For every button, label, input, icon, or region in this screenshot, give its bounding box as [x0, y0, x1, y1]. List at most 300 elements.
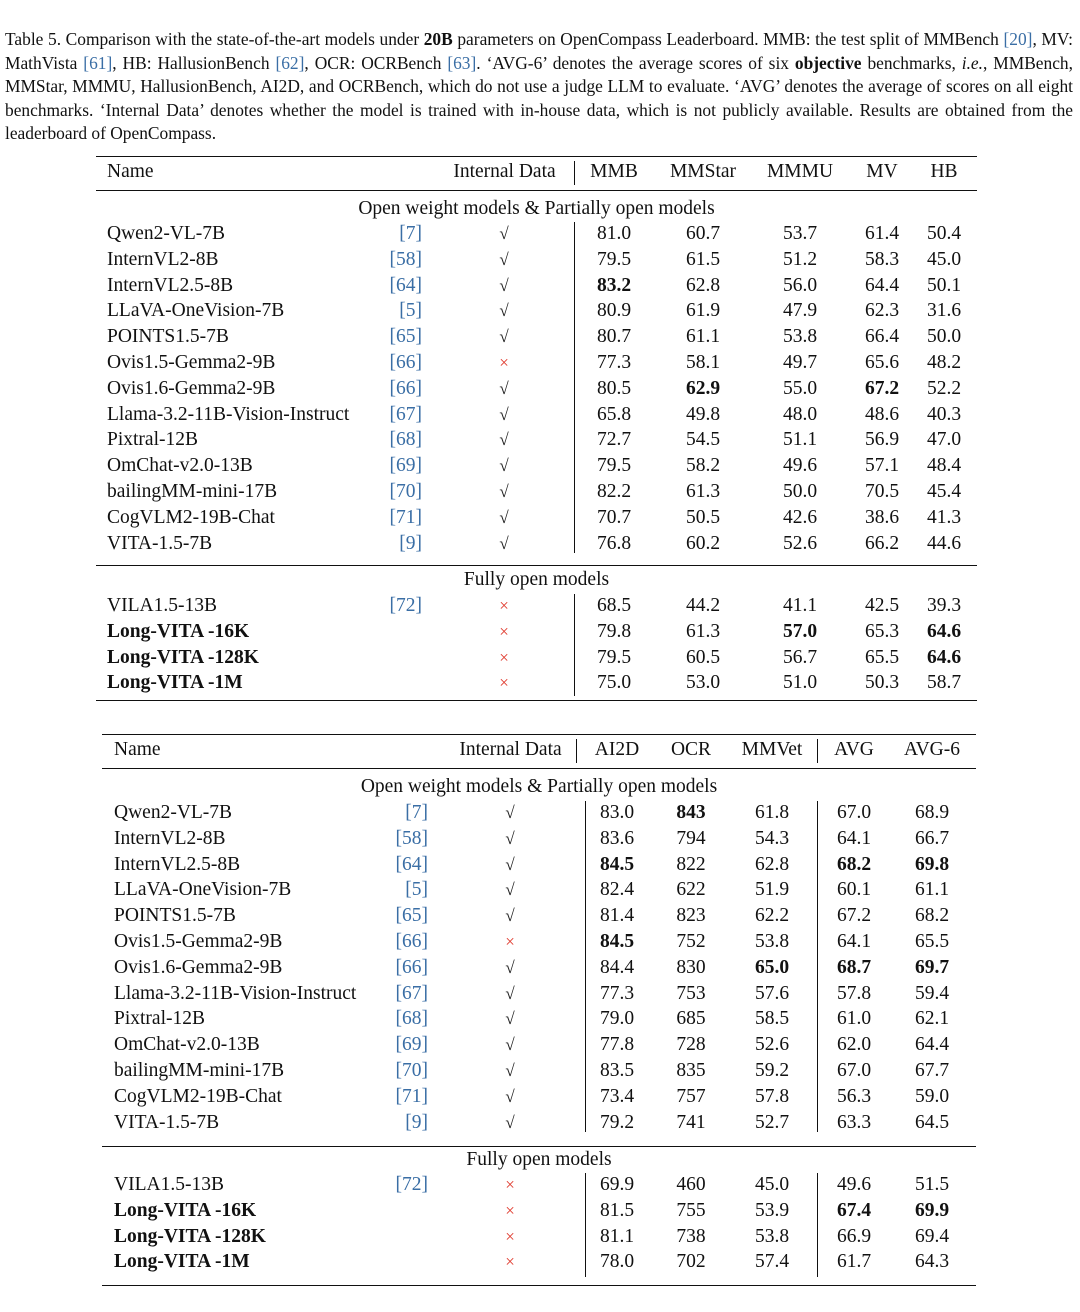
score-mmstar: 50.5 — [685, 506, 721, 528]
checkmark-icon: √ — [505, 880, 515, 900]
score-avg: 64.1 — [836, 827, 872, 849]
model-name: bailingMM-mini-17B — [114, 1060, 285, 1081]
score-avg-6: 69.8 — [914, 853, 950, 875]
header-mmvet: MMVet — [741, 739, 803, 760]
score-mmmu: 57.0 — [782, 620, 818, 642]
header-mmmu: MMMU — [766, 161, 834, 182]
score-mv: 70.5 — [864, 481, 900, 502]
column-separator — [576, 739, 577, 763]
score-ocr: 843 — [676, 802, 706, 823]
model-name: Llama-3.2-11B-Vision-Instruct — [114, 982, 357, 1004]
table-row — [102, 826, 976, 852]
score-mv: 57.1 — [864, 455, 900, 477]
score-mmb: 79.5 — [596, 646, 632, 668]
score-mmmu: 56.0 — [782, 274, 818, 296]
model-name: Long-VITA -16K — [114, 1199, 257, 1221]
table-row — [102, 981, 976, 1007]
citation-ref: [68] — [389, 429, 422, 451]
table-row — [96, 350, 977, 376]
cross-icon: × — [505, 1175, 515, 1194]
score-avg: 49.6 — [836, 1174, 872, 1195]
score-mmmu: 51.0 — [782, 672, 818, 694]
header-rule — [96, 190, 977, 191]
checkmark-icon: √ — [499, 224, 509, 243]
score-mv: 62.3 — [864, 300, 900, 322]
citation-ref: [66] — [389, 352, 422, 373]
score-avg: 67.0 — [836, 802, 872, 823]
score-ocr: 794 — [676, 827, 706, 849]
score-hb: 64.6 — [926, 620, 962, 642]
score-avg-6: 68.2 — [914, 905, 950, 927]
score-avg: 64.1 — [836, 931, 872, 952]
table-row — [102, 1084, 976, 1110]
model-name: OmChat-v2.0-13B — [107, 455, 253, 477]
column-separator — [817, 739, 818, 763]
table-row — [96, 479, 977, 505]
header-avg: AVG — [834, 739, 874, 760]
score-mmmu: 42.6 — [782, 506, 818, 528]
score-avg-6: 59.4 — [914, 982, 950, 1004]
score-mmb: 65.8 — [596, 403, 632, 425]
score-mmvet: 58.5 — [754, 1008, 790, 1030]
score-mmmu: 41.1 — [782, 595, 818, 616]
table-row — [102, 1172, 976, 1198]
table-row — [102, 1058, 976, 1084]
score-ai2d: 81.4 — [599, 905, 635, 927]
citation-ref: [67] — [395, 982, 428, 1004]
model-name: Long-VITA -1M — [114, 1251, 250, 1273]
score-ocr: 685 — [676, 1008, 706, 1030]
score-ocr: 741 — [676, 1111, 706, 1133]
results-table-top — [96, 156, 977, 702]
checkmark-icon: √ — [499, 301, 509, 321]
score-avg-6: 64.4 — [914, 1034, 950, 1056]
score-ocr: 728 — [676, 1034, 706, 1056]
score-ai2d: 73.4 — [599, 1085, 635, 1107]
score-mmmu: 49.6 — [782, 455, 818, 477]
header-ai2d: AI2D — [594, 739, 640, 760]
score-mmmu: 56.7 — [782, 646, 818, 668]
table-row — [102, 1224, 976, 1250]
table-row — [96, 505, 977, 531]
citation-ref: [64] — [395, 853, 428, 875]
score-avg: 66.9 — [836, 1225, 872, 1247]
score-mmmu: 50.0 — [782, 481, 818, 502]
column-separator — [574, 161, 575, 185]
score-hb: 40.3 — [926, 403, 962, 425]
score-avg-6: 69.9 — [914, 1199, 950, 1221]
score-avg-6: 66.7 — [914, 827, 950, 849]
model-name: VITA-1.5-7B — [114, 1111, 220, 1133]
score-mmvet: 45.0 — [754, 1174, 790, 1195]
checkmark-icon: √ — [499, 404, 509, 424]
score-mmvet: 53.9 — [754, 1199, 790, 1221]
table-row — [102, 1032, 976, 1058]
table-row — [96, 670, 977, 696]
score-ai2d: 69.9 — [599, 1174, 635, 1195]
model-name: LLaVA-OneVision-7B — [114, 879, 292, 901]
model-name: bailingMM-mini-17B — [107, 481, 278, 502]
score-hb: 50.1 — [926, 274, 962, 296]
citation-ref: [68] — [395, 1008, 428, 1030]
score-mv: 64.4 — [864, 274, 900, 296]
score-mv: 61.4 — [864, 223, 900, 244]
score-ai2d: 79.2 — [599, 1111, 635, 1133]
citation-ref: [5] — [399, 300, 422, 322]
score-mmvet: 52.6 — [754, 1034, 790, 1056]
score-mmb: 82.2 — [596, 481, 632, 502]
model-name: CogVLM2-19B-Chat — [114, 1085, 282, 1107]
score-ai2d: 82.4 — [599, 879, 635, 901]
score-avg: 61.7 — [836, 1251, 872, 1273]
top-rule — [96, 156, 977, 157]
score-avg-6: 69.4 — [914, 1225, 950, 1247]
score-mmmu: 55.0 — [782, 377, 818, 399]
score-avg: 67.2 — [836, 905, 872, 927]
citation-ref: [66] — [395, 956, 428, 978]
score-ocr: 753 — [676, 982, 706, 1004]
score-mmstar: 62.9 — [685, 377, 721, 399]
score-avg-6: 59.0 — [914, 1085, 950, 1107]
model-name: Ovis1.6-Gemma2-9B — [107, 377, 276, 399]
score-hb: 45.4 — [926, 481, 962, 502]
model-name: InternVL2-8B — [107, 248, 219, 270]
citation-ref: [72] — [389, 595, 422, 616]
score-hb: 64.6 — [926, 646, 962, 668]
score-ocr: 822 — [676, 853, 706, 875]
score-ocr: 460 — [676, 1174, 706, 1195]
checkmark-icon: √ — [499, 249, 509, 269]
score-ai2d: 77.8 — [599, 1034, 635, 1056]
score-ocr: 755 — [676, 1199, 706, 1221]
checkmark-icon: √ — [505, 854, 515, 874]
header-name: Name — [114, 739, 161, 760]
score-mmstar: 61.3 — [685, 620, 721, 642]
score-ai2d: 81.1 — [599, 1225, 635, 1247]
score-ai2d: 77.3 — [599, 982, 635, 1004]
score-mv: 67.2 — [864, 377, 900, 399]
score-mmb: 75.0 — [596, 672, 632, 694]
model-name: LLaVA-OneVision-7B — [107, 300, 285, 322]
score-avg: 67.0 — [836, 1060, 872, 1081]
citation-ref: [71] — [395, 1085, 428, 1107]
model-name: InternVL2-8B — [114, 827, 226, 849]
score-mmb: 72.7 — [596, 429, 632, 451]
bottom-rule — [102, 1285, 976, 1286]
score-mmmu: 51.2 — [782, 248, 818, 270]
score-mmvet: 53.8 — [754, 1225, 790, 1247]
cross-icon: × — [505, 1200, 515, 1220]
top-rule — [102, 734, 976, 735]
score-mv: 48.6 — [864, 403, 900, 425]
model-name: InternVL2.5-8B — [107, 274, 234, 296]
checkmark-icon: √ — [499, 430, 509, 450]
score-mmb: 77.3 — [596, 352, 632, 373]
score-hb: 58.7 — [926, 672, 962, 694]
score-ai2d: 84.4 — [599, 956, 635, 978]
score-mmvet: 62.8 — [754, 853, 790, 875]
header-hb: HB — [930, 161, 958, 182]
score-ai2d: 78.0 — [599, 1251, 635, 1273]
header-mv: MV — [866, 161, 898, 182]
score-mmvet: 57.4 — [754, 1251, 790, 1273]
table-row — [102, 800, 976, 826]
score-ocr: 757 — [676, 1085, 706, 1107]
score-hb: 45.0 — [926, 248, 962, 270]
citation-ref: [69] — [395, 1034, 428, 1056]
score-avg-6: 67.7 — [914, 1060, 950, 1081]
score-mmmu: 53.7 — [782, 223, 818, 244]
citation-ref: [70] — [389, 481, 422, 502]
citation-ref: [7] — [399, 223, 422, 244]
score-mmstar: 60.2 — [685, 532, 721, 554]
checkmark-icon: √ — [505, 957, 515, 977]
cross-icon: × — [505, 1252, 515, 1272]
score-mmvet: 62.2 — [754, 905, 790, 927]
citation-ref: [9] — [405, 1111, 428, 1133]
table-caption: Table 5. Comparison with the state-of-the-art models under 20B parameters on OpenCompass Leaderboard. MMB: the test split of MMBench [20], MV: MathVista [61], HB: HallusionBench [62], OCR: OCRBench [63]. ‘AVG-6’ denotes the average scores of six objective benchmarks, i.e., MMBench, MMStar, MMMU, HallusionBench, AI2D, and OCRBench, which do not use a judge LLM to evaluate. ‘AVG’ denotes the average of scores on all eight benchmarks. ‘Internal Data’ denotes whether the model is trained with in-house data, which is not publicly available. Results are obtained from the leaderboard of OpenCompass. — [5, 29, 1073, 144]
table-row — [96, 531, 977, 557]
model-name: POINTS1.5-7B — [114, 905, 236, 927]
model-name: Ovis1.5-Gemma2-9B — [114, 931, 283, 952]
section-label-open: Open weight models & Partially open models — [358, 198, 715, 219]
table-row — [96, 453, 977, 479]
cross-icon: × — [505, 932, 515, 951]
model-name: VITA-1.5-7B — [107, 532, 213, 554]
score-hb: 39.3 — [926, 595, 962, 616]
score-ai2d: 81.5 — [599, 1199, 635, 1221]
checkmark-icon: √ — [499, 456, 509, 476]
table-row — [96, 593, 977, 619]
checkmark-icon: √ — [499, 275, 509, 295]
score-mmvet: 59.2 — [754, 1060, 790, 1081]
header-internal-data: Internal Data — [453, 161, 556, 182]
checkmark-icon: √ — [505, 828, 515, 848]
citation-ref: [69] — [389, 455, 422, 477]
score-mmvet: 57.6 — [754, 982, 790, 1004]
citation-ref: [9] — [399, 532, 422, 554]
header-mmb: MMB — [590, 161, 638, 182]
score-ocr: 622 — [676, 879, 706, 901]
score-mmb: 83.2 — [596, 274, 632, 296]
score-avg: 67.4 — [836, 1199, 872, 1221]
score-mv: 42.5 — [864, 595, 900, 616]
citation-ref: [65] — [389, 326, 422, 348]
score-mv: 65.6 — [864, 352, 900, 373]
citation-ref: [64] — [389, 274, 422, 296]
score-ocr: 738 — [676, 1225, 706, 1247]
citation-ref: [72] — [395, 1174, 428, 1195]
score-mmb: 80.7 — [596, 326, 632, 348]
score-avg: 68.7 — [836, 956, 872, 978]
model-name: Pixtral-12B — [114, 1008, 205, 1030]
table-row — [102, 1006, 976, 1032]
score-mmvet: 51.9 — [754, 879, 790, 901]
model-name: POINTS1.5-7B — [107, 326, 229, 348]
results-table-bottom — [102, 734, 976, 1287]
score-mmvet: 57.8 — [754, 1085, 790, 1107]
table-row — [102, 1249, 976, 1275]
score-mv: 50.3 — [864, 672, 900, 694]
score-mmstar: 61.5 — [685, 248, 721, 270]
citation-ref: [66] — [389, 377, 422, 399]
score-ocr: 835 — [676, 1060, 706, 1081]
header-row — [102, 737, 976, 763]
model-name: Long-VITA -128K — [114, 1225, 266, 1247]
score-mmstar: 44.2 — [685, 595, 721, 616]
checkmark-icon: √ — [505, 803, 515, 822]
header-rule — [102, 768, 976, 769]
score-mmb: 81.0 — [596, 223, 632, 244]
score-avg-6: 64.3 — [914, 1251, 950, 1273]
model-name: VILA1.5-13B — [114, 1174, 224, 1195]
checkmark-icon: √ — [499, 378, 509, 398]
checkmark-icon: √ — [499, 533, 509, 553]
score-avg: 62.0 — [836, 1034, 872, 1056]
score-hb: 50.0 — [926, 326, 962, 348]
score-mmvet: 61.8 — [754, 802, 790, 823]
score-mv: 65.5 — [864, 646, 900, 668]
score-ai2d: 83.5 — [599, 1060, 635, 1081]
score-mmmu: 48.0 — [782, 403, 818, 425]
table-row — [102, 877, 976, 903]
score-hb: 47.0 — [926, 429, 962, 451]
table-row — [96, 324, 977, 350]
score-mmvet: 53.8 — [754, 931, 790, 952]
citation-ref: [65] — [395, 905, 428, 927]
score-avg-6: 51.5 — [914, 1174, 950, 1195]
table-row — [96, 298, 977, 324]
header-mmstar: MMStar — [669, 161, 737, 182]
cross-icon: × — [499, 353, 509, 372]
score-ocr: 823 — [676, 905, 706, 927]
score-mmstar: 61.3 — [685, 481, 721, 502]
score-mmstar: 62.8 — [685, 274, 721, 296]
score-mmstar: 61.9 — [685, 300, 721, 322]
section-label-fully-open: Fully open models — [463, 569, 610, 590]
table-row — [96, 402, 977, 428]
score-ai2d: 84.5 — [599, 853, 635, 875]
score-mv: 58.3 — [864, 248, 900, 270]
header-name: Name — [107, 161, 154, 182]
table-row — [102, 929, 976, 955]
score-mmstar: 60.7 — [685, 223, 721, 244]
score-mmb: 79.5 — [596, 455, 632, 477]
table-row — [96, 247, 977, 273]
score-mmstar: 53.0 — [685, 672, 721, 694]
score-mmstar: 58.2 — [685, 455, 721, 477]
score-avg: 57.8 — [836, 982, 872, 1004]
score-hb: 52.2 — [926, 377, 962, 399]
model-name: VILA1.5-13B — [107, 595, 217, 616]
score-mmstar: 61.1 — [685, 326, 721, 348]
score-avg-6: 64.5 — [914, 1111, 950, 1133]
model-name: Long-VITA -1M — [107, 672, 243, 694]
bottom-rule — [96, 700, 977, 701]
score-mmmu: 51.1 — [782, 429, 818, 451]
score-mmstar: 60.5 — [685, 646, 721, 668]
score-mmvet: 65.0 — [754, 956, 790, 978]
score-mmmu: 52.6 — [782, 532, 818, 554]
score-ai2d: 84.5 — [599, 931, 635, 952]
citation-ref: [67] — [389, 403, 422, 425]
cross-icon: × — [499, 596, 509, 615]
checkmark-icon: √ — [499, 327, 509, 347]
checkmark-icon: √ — [505, 983, 515, 1003]
score-mmstar: 49.8 — [685, 403, 721, 425]
score-mmmu: 47.9 — [782, 300, 818, 322]
table-row — [96, 645, 977, 671]
table-row — [96, 376, 977, 402]
score-mv: 38.6 — [864, 506, 900, 528]
score-avg: 61.0 — [836, 1008, 872, 1030]
model-name: Ovis1.6-Gemma2-9B — [114, 956, 283, 978]
header-avg-6: AVG-6 — [904, 739, 960, 760]
table-row — [96, 221, 977, 247]
score-mmmu: 49.7 — [782, 352, 818, 373]
score-hb: 48.2 — [926, 352, 962, 373]
score-mmb: 80.9 — [596, 300, 632, 322]
model-name: Llama-3.2-11B-Vision-Instruct — [107, 403, 350, 425]
score-mv: 66.2 — [864, 532, 900, 554]
score-avg: 60.1 — [836, 879, 872, 901]
cross-icon: × — [499, 673, 509, 693]
score-mmb: 79.5 — [596, 248, 632, 270]
citation-ref: [58] — [389, 248, 422, 270]
score-mmb: 80.5 — [596, 377, 632, 399]
score-avg-6: 69.7 — [914, 956, 950, 978]
score-mv: 65.3 — [864, 620, 900, 642]
score-avg-6: 62.1 — [914, 1008, 950, 1030]
table-row — [102, 1198, 976, 1224]
score-mmstar: 58.1 — [685, 352, 721, 373]
model-name: Long-VITA -128K — [107, 646, 259, 668]
cross-icon: × — [499, 647, 509, 667]
score-ocr: 830 — [676, 956, 706, 978]
table-row — [96, 273, 977, 299]
model-name: OmChat-v2.0-13B — [114, 1034, 260, 1056]
checkmark-icon: √ — [505, 1009, 515, 1029]
score-ocr: 752 — [676, 931, 706, 952]
score-mmmu: 53.8 — [782, 326, 818, 348]
citation-ref: [7] — [405, 802, 428, 823]
score-ai2d: 83.6 — [599, 827, 635, 849]
model-name: Ovis1.5-Gemma2-9B — [107, 352, 276, 373]
checkmark-icon: √ — [499, 482, 509, 501]
score-mmvet: 52.7 — [754, 1111, 790, 1133]
header-internal-data: Internal Data — [459, 739, 562, 760]
citation-ref: [71] — [389, 506, 422, 528]
score-hb: 48.4 — [926, 455, 962, 477]
score-hb: 50.4 — [926, 223, 962, 244]
citation-ref: [66] — [395, 931, 428, 952]
citation-ref: [58] — [395, 827, 428, 849]
score-mv: 56.9 — [864, 429, 900, 451]
header-ocr: OCR — [670, 739, 712, 760]
model-name: Qwen2-VL-7B — [114, 802, 233, 823]
model-name: Pixtral-12B — [107, 429, 198, 451]
table-row — [102, 955, 976, 981]
score-ai2d: 79.0 — [599, 1008, 635, 1030]
checkmark-icon: √ — [505, 1061, 515, 1080]
section-label-open: Open weight models & Partially open models — [360, 776, 718, 797]
score-avg-6: 68.9 — [914, 802, 950, 823]
checkmark-icon: √ — [505, 1112, 515, 1132]
score-avg-6: 65.5 — [914, 931, 950, 952]
score-avg: 56.3 — [836, 1085, 872, 1107]
score-mmb: 68.5 — [596, 595, 632, 616]
score-avg: 68.2 — [836, 853, 872, 875]
